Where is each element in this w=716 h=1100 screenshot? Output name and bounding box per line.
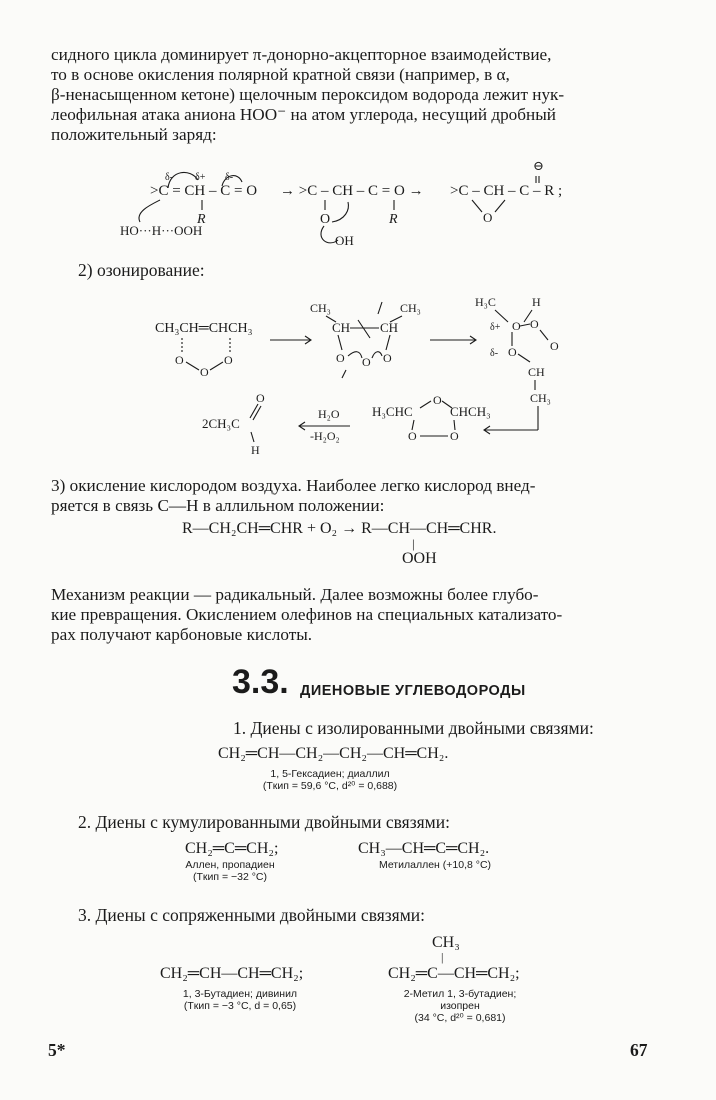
bond [472,200,482,212]
o-atom: O [383,351,392,365]
charge-label: δ+ [490,322,501,333]
product-formula: 2CH₃C [202,416,240,431]
o-atom: O [530,317,539,331]
text-line: положительный заряд: [51,125,217,144]
intro-paragraph [51,45,651,145]
bond [342,370,346,378]
item-3-formula-butadiene: CH₂═CH—CH═CH₂; [160,965,304,982]
ch-group: CH [332,320,351,335]
text-line: 3) окисление кислородом воздуха. Наиболее легко кислород внед- [51,476,536,495]
r-group: R [197,212,206,227]
o-atom: O [224,353,233,367]
bond [210,362,223,370]
bond [495,200,505,212]
item-2-caption-allene-props: (Tкип = −32 °C) [192,871,268,883]
item-1-caption: 1, 5-Гексадиен; диаллил [270,768,390,780]
item-2-caption-allene: Аллен, пропадиен [185,859,275,871]
bond [250,404,258,418]
charge-label: δ+ [195,172,206,183]
air-oxidation-paragraph [51,476,651,516]
ozonide-left: H₃CHC [372,404,413,419]
item-3-caption-isoprene-props: (34 °C, d²⁰ = 0,681) [414,1012,506,1024]
text-line: Механизм реакции — радикальный. Далее возможны более глубо- [51,585,539,604]
ozonation-heading: 2) озонирование: [78,260,205,280]
item-3-caption-isoprene-name: изопрен [440,1000,480,1012]
hydroperoxide-group: OOH [402,550,437,567]
electron-arrow [139,200,160,222]
o-atom: O [320,212,331,227]
h-atom: H [532,295,541,309]
ozonation-scheme [150,290,590,460]
o-atom: O [256,391,265,405]
hydroperoxide-bond: | [412,536,415,551]
electron-arrow [348,352,362,358]
item-3-formula-isoprene: CH₂═C—CH═CH₂; [388,965,520,982]
o-atom: O [450,429,459,443]
bond [358,320,370,338]
nucleophile: HO···H···OOH [120,223,203,238]
bond [253,406,261,420]
item-2-formula-methylallene: CH₃—CH═C═CH₂. [358,840,490,857]
mechanism-paragraph [51,585,651,645]
o-atom: O [508,345,517,359]
bond [420,401,431,408]
text-line: сидного цикла доминирует π-донорно-акцепторное взаимодействие, [51,45,552,64]
hydroxide: OH [335,233,354,248]
o-minus: ⊖ [533,158,544,173]
item-1-title: 1. Диены с изолированными двойными связями: [233,718,594,738]
item-2-formula-allene: CH₂═C═CH₂; [185,840,279,857]
item-1-caption-props: (Tкип = 59,6 °C, d²⁰ = 0,688) [262,780,398,792]
intermediate-formula: → >C – CH – C = O → [280,183,424,199]
item-3-methyl-bond: | [441,950,444,964]
item-3-caption-isoprene: 2-Метил 1, 3-бутадиен; [403,988,517,1000]
methyl: H₃C [475,295,496,309]
section-title: ДИЕНОВЫЕ УГЛЕВОДОРОДЫ [300,683,526,699]
item-3-caption-butadiene: 1, 3-Бутадиен; дивинил [182,988,298,1000]
text-line: рах получают карбоновые кислоты. [51,625,313,644]
bond [495,310,508,322]
o-atom: O [408,429,417,443]
methyl: CH₃ [530,391,551,405]
bond [378,302,382,314]
methyl: CH₃ [400,301,421,315]
item-2-title: 2. Диены с кумулированными двойными связями: [78,812,450,832]
electron-arrow [332,202,348,222]
signature-mark: 5* [48,1040,66,1060]
alkene-formula: CH₃CH═CHCH₃ [155,321,253,336]
o-atom: O [550,339,559,353]
r-group: R [389,212,398,227]
epoxidation-scheme [110,150,610,255]
o-atom: O [336,351,345,365]
o-atom: O [175,353,184,367]
text-line: β-ненасыщенном кетоне) щелочным пероксидом водорода лежит нук- [51,85,565,104]
o-atom: O [433,393,442,407]
item-2-caption-methylallene: Метилаллен (+10,8 °C) [378,859,492,871]
bond [520,324,530,326]
epoxide-formula: >C – CH – C – R ; [450,183,563,199]
o-atom: O [200,365,209,379]
bond [186,362,199,370]
o-atom: O [362,355,371,369]
page-number: 67 [630,1040,648,1060]
bond [338,335,342,350]
section-number: 3.3. [232,663,289,701]
air-oxidation-equation: R—CH₂CH═CHR + O₂ → R—CH—CH═CHR. [182,520,497,537]
bond [518,354,530,362]
ch-group: CH [380,320,399,335]
item-1-formula: CH₂═CH—CH₂—CH₂—CH═CH₂. [218,745,449,762]
charge-label: δ- [225,172,234,183]
h-atom: H [251,443,260,457]
bond [251,432,254,442]
item-3-caption-butadiene-props: (Tкип = −3 °C, d = 0,65) [183,1000,297,1012]
item-3-methyl: CH₃ [432,934,460,951]
text-line: кие превращения. Окислением олефинов на специальных катализато- [51,605,563,624]
text-line: ряется в связь C—H в аллильном положении: [51,496,385,515]
electron-arrow [372,352,382,358]
bond [386,335,390,350]
o-atom: O [483,210,493,225]
methyl: CH₃ [310,301,331,315]
ozonide-right: CHCH₃ [450,404,491,419]
byproduct: -H₂O₂ [310,429,340,443]
text-line: то в основе окисления полярной кратной связи (например, в α, [51,65,510,84]
item-3-title: 3. Диены с сопряженными двойными связями: [78,905,426,925]
ch-group: O [512,319,521,333]
bond [540,330,548,340]
text-line: леофильная атака аниона HOO⁻ на атом углерода, несущий дробный [51,105,556,124]
ch-group: CH [528,365,545,379]
reagent: H₂O [318,407,340,421]
reactant-formula: >C = CH – C = O [150,183,258,199]
charge-label: δ- [165,172,174,183]
charge-label: δ- [490,348,499,359]
